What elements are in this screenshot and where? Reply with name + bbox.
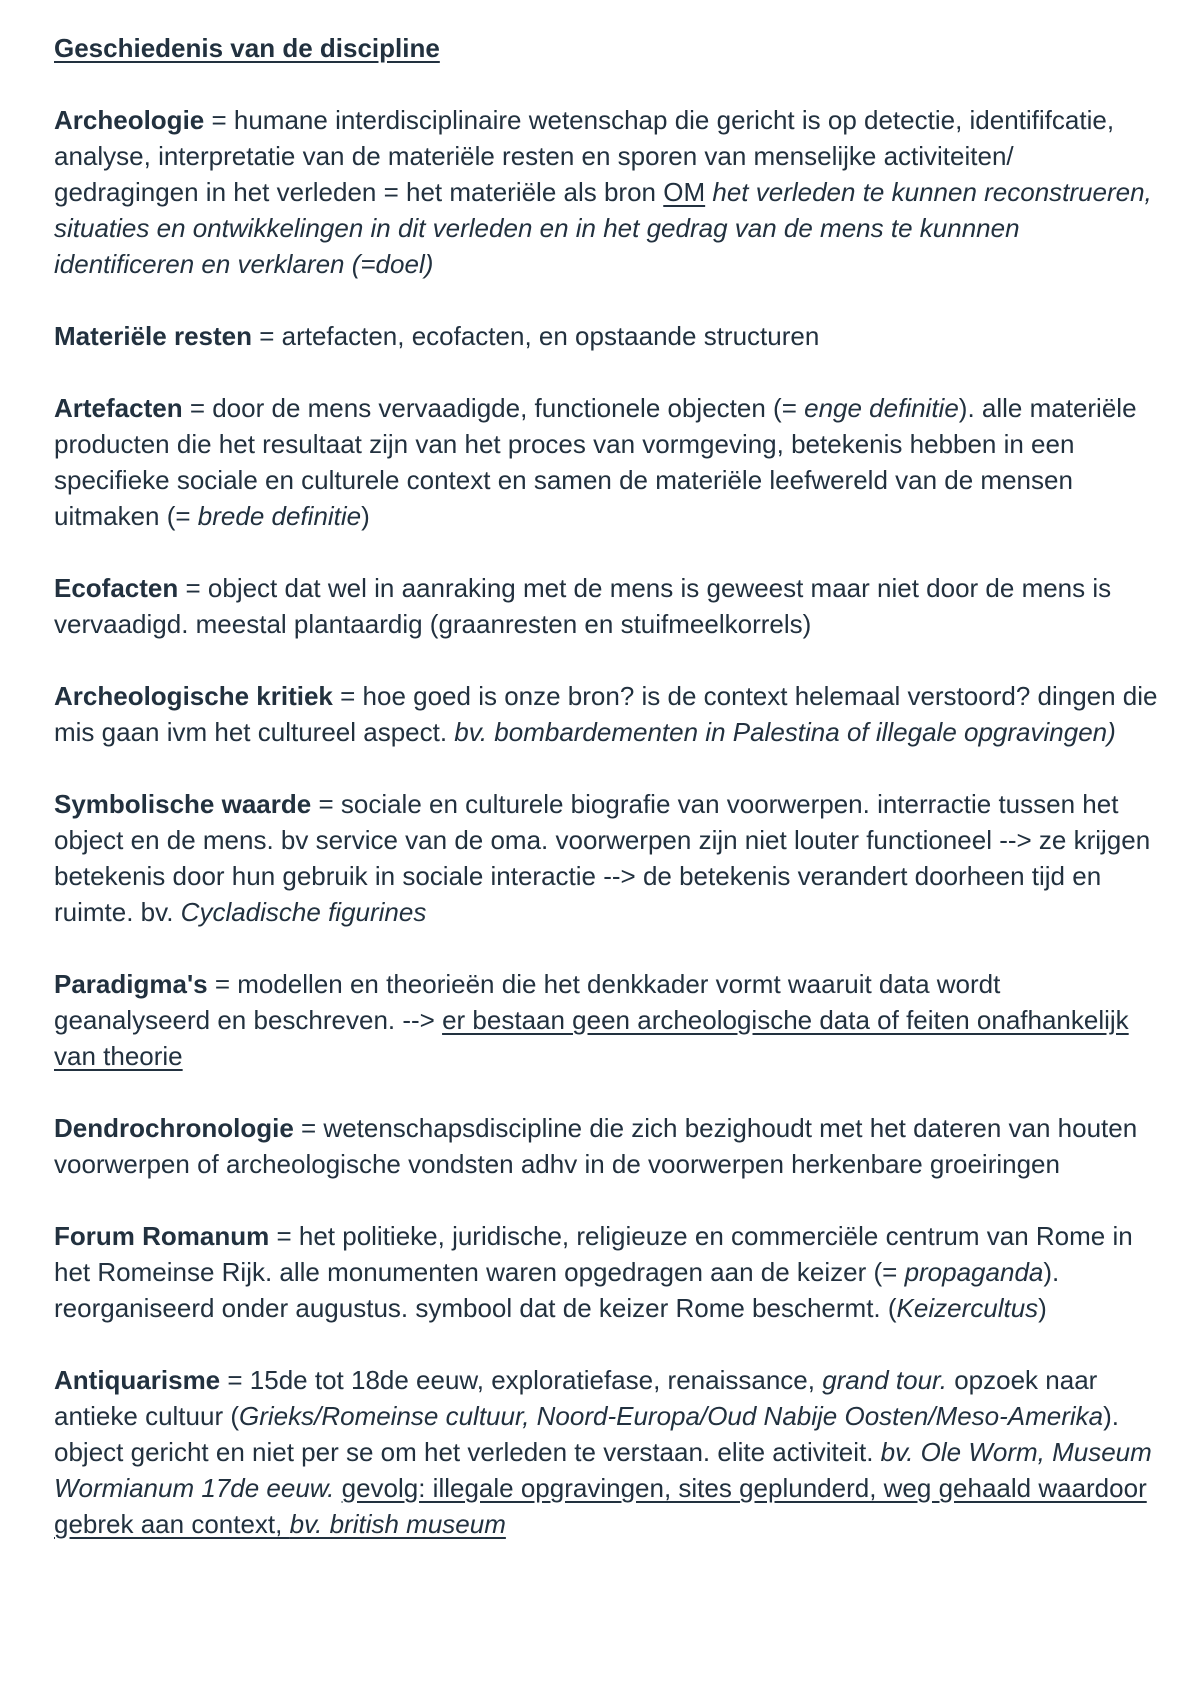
entry-materiele-resten [54, 318, 1159, 354]
term-dendrochronologie: Dendrochronologie [54, 1113, 294, 1143]
definition-underlined: er bestaan geen archeologische data of feiten onafhankelijk van theorie [54, 1005, 1129, 1071]
entry-forum-romanum [54, 1218, 1159, 1326]
definition-italic: grand tour. [822, 1365, 947, 1395]
entry-paradigmas [54, 966, 1159, 1074]
definition-text: = door de mens vervaadigde, functionele objecten (= [182, 393, 805, 423]
definition-text: ). alle materiële producten die het resultaat zijn van het proces van vormgeving, betekenis hebben in een specifieke sociale en culturele context en samen de materiële leefwereld van de mensen uitmaken (= [54, 393, 1137, 531]
term-symbolische-waarde: Symbolische waarde [54, 789, 312, 819]
definition-italic: Cycladische figurines [180, 897, 427, 927]
definition-text: ). reorganiseerd onder augustus. symbool dat de keizer Rome beschermt. ( [54, 1257, 1060, 1323]
definition-italic: enge definitie [804, 393, 959, 423]
term-archeologie: Archeologie [54, 105, 205, 135]
definition-italic: bv. Ole Worm, Museum Wormianum 17de eeuw. [54, 1437, 1152, 1503]
entry-symbolische-waarde [54, 786, 1159, 930]
term-paradigmas: Paradigma's [54, 969, 208, 999]
entry-dendrochronologie [54, 1110, 1159, 1182]
term-ecofacten: Ecofacten [54, 573, 179, 603]
definition-text: = humane interdisciplinaire wetenschap die gericht is op detectie, identififcatie, analyse, interpretatie van de materiële resten en sporen van menselijke activiteiten/ gedragingen in het verleden = het materiële als bron [54, 105, 1115, 207]
definition-italic: bv. bombardementen in Palestina of illegale opgravingen) [454, 717, 1116, 747]
document-title: Geschiedenis van de discipline [54, 33, 440, 63]
definition-text: = modellen en theorieën die het denkkader vormt waaruit data wordt geanalyseerd en beschreven. --> [54, 969, 1001, 1035]
definition-text: = artefacten, ecofacten, en opstaande structuren [251, 321, 820, 351]
underlined-om: OM [663, 177, 706, 207]
term-materiele-resten: Materiële resten [54, 321, 252, 351]
definition-italic: propaganda [904, 1257, 1044, 1287]
entry-ecofacten [54, 570, 1159, 642]
definition-text: = het politieke, juridische, religieuze en commerciële centrum van Rome in het Romeinse Rijk. alle monumenten waren opgedragen aan de keizer (= [54, 1221, 1133, 1287]
definition-italic: Keizercultus [896, 1293, 1039, 1323]
term-archeologische-kritiek: Archeologische kritiek [54, 681, 333, 711]
definition-text: = hoe goed is onze bron? is de context helemaal verstoord? dingen die mis gaan ivm het cultureel aspect. [54, 681, 1158, 747]
entry-antiquarisme [54, 1362, 1159, 1542]
entry-archeologie [54, 102, 1159, 282]
definition-text: ) [1038, 1293, 1047, 1323]
definition-text: ) [361, 501, 370, 531]
definition-text: = 15de tot 18de eeuw, exploratiefase, renaissance, [220, 1365, 823, 1395]
definition-underlined: gevolg: illegale opgravingen, sites geplunderd, weg gehaald waardoor gebrek aan context, [54, 1473, 1147, 1539]
entry-artefacten [54, 390, 1159, 534]
definition-italic: het verleden te kunnen reconstrueren, situaties en ontwikkelingen in dit verleden en in het gedrag van de mens te kunnnen identificeren en verklaren (=doel) [54, 177, 1152, 279]
definition-text: = wetenschapsdiscipline die zich bezighoudt met het dateren van houten voorwerpen of archeologische vondsten adhv in de voorwerpen herkenbare groeiringen [54, 1113, 1138, 1179]
document-page [54, 30, 1159, 1578]
entry-archeologische-kritiek [54, 678, 1159, 750]
definition-text: = sociale en culturele biografie van voorwerpen. interractie tussen het object en de mens. bv service van de oma. voorwerpen zijn niet louter functioneel --> ze krijgen betekenis door hun gebruik in sociale interactie --> de betekenis verandert doorheen tijd en ruimte. bv. [54, 789, 1151, 927]
definition-underlined-italic: bv. british museum [289, 1509, 506, 1539]
term-artefacten: Artefacten [54, 393, 183, 423]
definition-text: ). object gericht en niet per se om het verleden te verstaan. elite activiteit. [54, 1401, 1120, 1467]
definition-text: opzoek naar antieke cultuur ( [54, 1365, 1098, 1431]
term-antiquarisme: Antiquarisme [54, 1365, 221, 1395]
space [334, 1473, 341, 1503]
term-forum-romanum: Forum Romanum [54, 1221, 270, 1251]
definition-italic: brede definitie [197, 501, 362, 531]
definition-italic: Grieks/Romeinse cultuur, Noord-Europa/Oud Nabije Oosten/Meso-Amerika [238, 1401, 1104, 1431]
definition-text: = object dat wel in aanraking met de mens is geweest maar niet door de mens is vervaadigd. meestal plantaardig (graanresten en stuifmeelkorrels) [54, 573, 1112, 639]
